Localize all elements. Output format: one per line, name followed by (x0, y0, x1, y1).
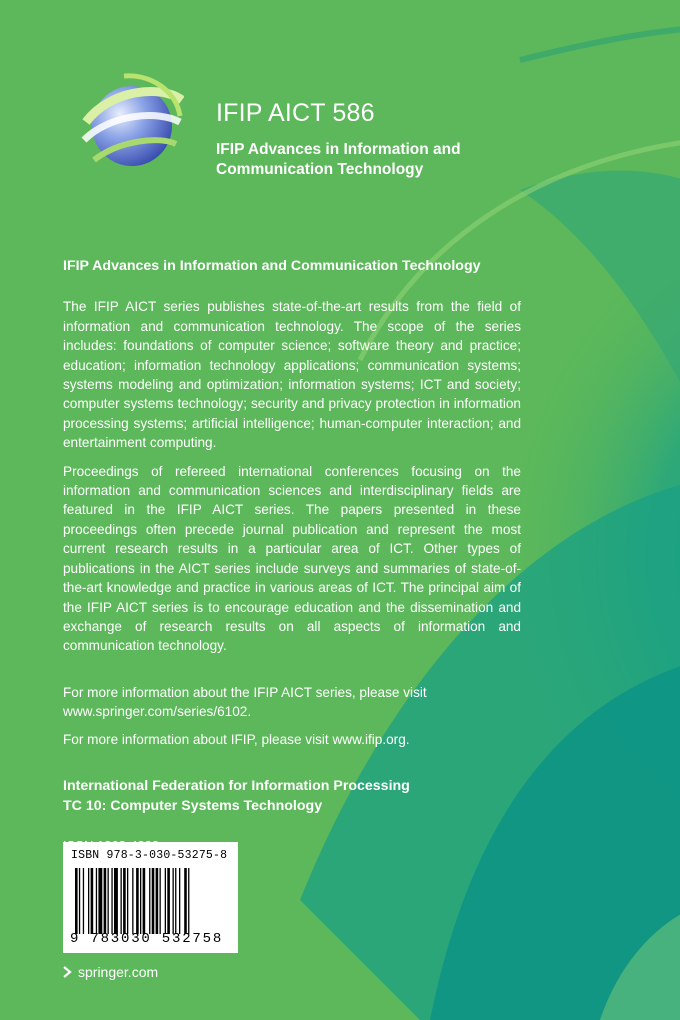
barcode-bar (132, 868, 133, 934)
isbn-label: ISBN 978-3-030-53275-8 (71, 849, 228, 862)
chevron-right-icon (63, 966, 72, 978)
barcode-bar (108, 868, 109, 934)
barcode-bar (184, 868, 187, 934)
barcode-bar (179, 868, 180, 934)
springer-link[interactable] (63, 964, 158, 980)
barcode-bar (75, 868, 78, 934)
barcode-bar (165, 868, 166, 934)
barcode-bar (167, 868, 170, 934)
technical-committee: TC 10: Computer Systems Technology (63, 797, 323, 814)
barcode-bars (75, 868, 229, 934)
series-title: IFIP AICT 586 (216, 99, 375, 127)
barcode-bar (88, 868, 89, 934)
isbn-barcode (63, 842, 238, 953)
barcode-bar (111, 868, 112, 934)
barcode-bar (123, 868, 126, 934)
barcode-bar (121, 868, 122, 934)
more-info-block (63, 683, 521, 749)
more-info-ifip-text: For more information about IFIP, please visit www.ifip.org. (63, 731, 410, 747)
barcode-bar (96, 868, 97, 934)
springer-link-text: springer.com (78, 964, 159, 980)
barcode-digits: 9 783030 532758 (70, 931, 224, 947)
series-subtitle: IFIP Advances in Information and Communication Technology (216, 141, 461, 178)
barcode-bar (91, 868, 94, 934)
barcode-bar (79, 868, 80, 934)
barcode-bar (83, 868, 84, 934)
barcode-bar (188, 868, 189, 934)
barcode-bar (104, 868, 107, 934)
barcode-bar (143, 868, 146, 934)
description-paragraph-2: Proceedings of refereed international conferences focusing on the information and communication sciences and interdisciplinary fields are featured in the IFIP AICT series. The papers presented in these proceedings often precede journal publication and represent the most current research results in a particular area of ICT. Other types of publications in the AICT series include surveys and summaries of state-of-the-art knowledge and practice in various areas of ICT. The principal aim of the IFIP AICT series is to encourage education and the dissemination and exchange of research results on all aspects of information and communication technology. (63, 463, 521, 654)
description-content (63, 257, 521, 855)
barcode-bar (136, 868, 139, 934)
description-paragraph-1: The IFIP AICT series publishes state-of-the-art results from the field of information and communication technology. The scope of the series includes: foundations of computer science; software theory and practice; education; information technology applications; communication systems; systems modeling and optimization; information systems; ICT and society; computer systems technology; security and privacy protection in information processing systems; artificial intelligence; human-computer interaction; and entertainment computing. (63, 299, 521, 451)
barcode-bar (156, 868, 159, 934)
barcode-bar (152, 868, 155, 934)
section-heading: IFIP Advances in Information and Communication Technology (63, 258, 481, 274)
barcode-bar (114, 868, 118, 934)
barcode-bar (160, 868, 161, 934)
barcode-bar (175, 868, 176, 934)
barcode-bar (127, 868, 128, 934)
barcode-bar (173, 868, 174, 934)
barcode-bar (140, 868, 141, 934)
barcode-bar (149, 868, 150, 934)
organization-block (63, 776, 521, 816)
organization-name: International Federation for Information Processing (63, 777, 410, 794)
more-info-series-text: For more information about the IFIP AICT series, please visit www.springer.com/series/6102. (63, 684, 427, 720)
ifip-globe-logo (80, 70, 184, 184)
barcode-bar (98, 868, 102, 934)
